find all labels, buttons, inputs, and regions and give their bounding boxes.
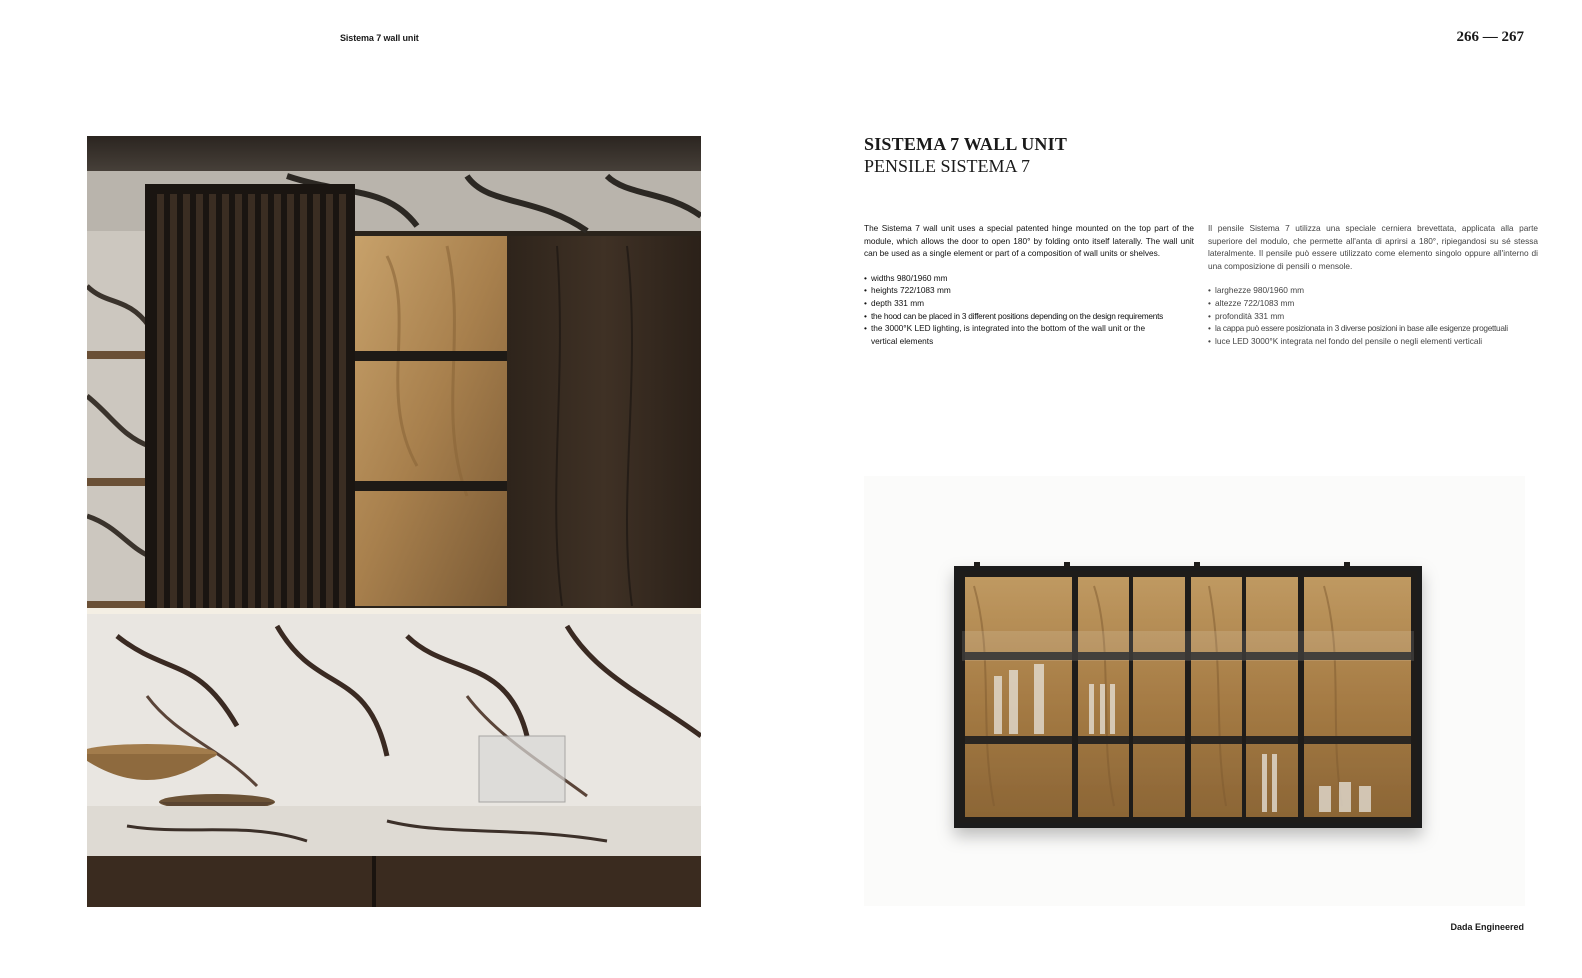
english-paragraph: The Sistema 7 wall unit uses a special patented hinge mounted on the top part of the module, which allows the door to open 180° by folding onto itself laterally. The wall unit can be used as a single element or part of a composition of wall units or shelves.	[864, 223, 1194, 259]
spec-item: • heights 722/1083 mm	[864, 284, 1194, 297]
page-numbers: 266 — 267	[1456, 29, 1524, 45]
spec-item: • profondità 331 mm	[1208, 310, 1538, 323]
spec-item: • depth 331 mm	[864, 297, 1194, 310]
italian-spec-list	[1208, 284, 1538, 347]
title-italian: PENSILE SISTEMA 7	[864, 156, 1031, 176]
spec-item: • larghezze 980/1960 mm	[1208, 284, 1538, 297]
footer-brand: Dada Engineered	[1450, 922, 1524, 932]
english-spec-list	[864, 272, 1194, 348]
spec-item: • luce LED 3000°K integrata nel fondo del pensile o negli elementi verticali	[1208, 335, 1538, 348]
spec-item: • la cappa può essere posizionata in 3 diverse posizioni in base alle esigenze progettuali	[1208, 322, 1538, 335]
title-english: SISTEMA 7 WALL UNIT	[864, 134, 1068, 154]
spec-item: • widths 980/1960 mm	[864, 272, 1194, 285]
title-block	[864, 133, 1067, 177]
spec-item: • altezze 722/1083 mm	[1208, 297, 1538, 310]
italian-column	[1208, 222, 1538, 347]
english-column	[864, 222, 1194, 347]
spec-item: • the 3000°K LED lighting, is integrated into the bottom of the wall unit or the vertical elements	[864, 322, 1194, 347]
wall-unit-product-photo	[864, 476, 1525, 906]
running-title: Sistema 7 wall unit	[340, 33, 419, 43]
spec-item: • the hood can be placed in 3 different positions depending on the design requirements	[864, 310, 1194, 323]
kitchen-photo	[87, 136, 701, 907]
italian-paragraph: Il pensile Sistema 7 utilizza una speciale cerniera brevettata, applicata alla parte superiore del modulo, che permette all'anta di aprirsi a 180°, ripiegandosi su sé stessa lateralmente. Il pensile può essere utilizzato come elemento singolo oppure all'interno di una composizione di pensili o mensole.	[1208, 223, 1538, 271]
